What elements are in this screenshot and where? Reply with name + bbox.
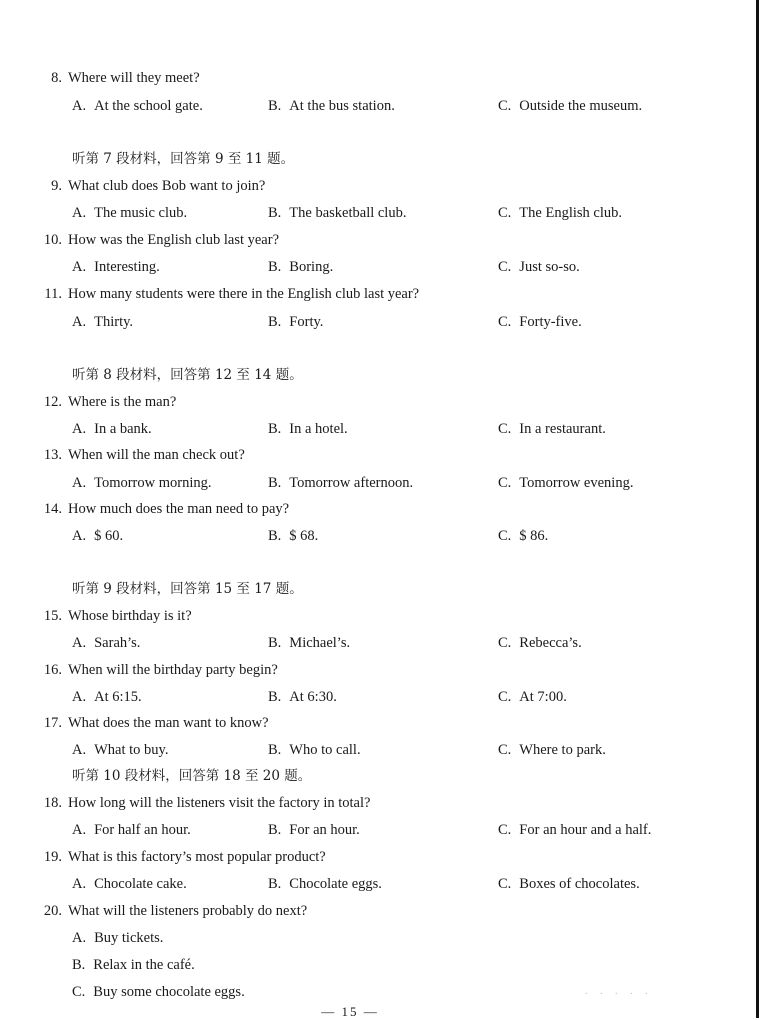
option-a[interactable]	[72, 313, 133, 331]
question-text: How was the English club last year?	[68, 232, 280, 248]
option-text: At the bus station.	[289, 98, 395, 114]
option-c[interactable]	[498, 313, 582, 331]
option-letter: B.	[268, 475, 282, 491]
option-text: For an hour and a half.	[519, 822, 652, 838]
option-c[interactable]	[498, 258, 580, 276]
option-a[interactable]	[72, 420, 152, 438]
option-letter: B.	[268, 421, 282, 437]
option-b[interactable]	[268, 97, 395, 115]
option-b[interactable]	[268, 821, 360, 839]
option-letter: A.	[72, 98, 87, 114]
option-text: Tomorrow evening.	[519, 475, 634, 491]
question-text: How long will the listeners visit the factory in total?	[68, 795, 371, 811]
question-number: 18.	[43, 795, 62, 811]
option-letter: A.	[72, 876, 87, 892]
option-letter: C.	[498, 876, 512, 892]
question-11	[0, 285, 419, 303]
option-letter: B.	[268, 98, 282, 114]
question-number: 16.	[43, 662, 62, 678]
option-text: Boring.	[289, 259, 334, 275]
option-text: In a restaurant.	[519, 421, 606, 437]
option-text: $ 60.	[94, 528, 124, 544]
question-19	[0, 848, 326, 866]
option-a[interactable]	[72, 97, 203, 115]
question-18	[0, 794, 370, 812]
option-b[interactable]	[268, 313, 323, 331]
option-letter: A.	[72, 475, 87, 491]
option-b[interactable]	[268, 258, 333, 276]
option-text: Relax in the café.	[93, 957, 195, 973]
option-letter: B.	[268, 205, 282, 221]
section-instruction-7: 听第 7 段材料，回答第 9 至 11 题。	[72, 151, 295, 167]
option-c[interactable]	[498, 97, 642, 115]
option-b[interactable]	[268, 634, 350, 652]
question-text: What will the listeners probably do next?	[68, 903, 308, 919]
option-a[interactable]	[72, 634, 140, 652]
option-c[interactable]	[498, 741, 606, 759]
option-a[interactable]	[72, 821, 191, 839]
option-letter: B.	[268, 822, 282, 838]
option-b[interactable]	[268, 420, 348, 438]
option-text: Tomorrow afternoon.	[289, 475, 414, 491]
option-b[interactable]	[268, 741, 361, 759]
question-text: Whose birthday is it?	[68, 608, 192, 624]
option-text: Outside the museum.	[519, 98, 643, 114]
option-a[interactable]	[72, 204, 187, 222]
option-letter: B.	[72, 957, 86, 973]
option-c[interactable]	[498, 204, 622, 222]
option-a[interactable]	[72, 474, 212, 492]
question-text: Where is the man?	[68, 394, 177, 410]
option-c[interactable]	[498, 527, 548, 545]
option-text: $ 68.	[289, 528, 319, 544]
option-text: Thirty.	[94, 314, 134, 330]
option-c[interactable]	[498, 474, 633, 492]
option-letter: C.	[72, 984, 86, 1000]
option-text: Rebecca’s.	[519, 635, 582, 651]
option-letter: B.	[268, 528, 282, 544]
option-text: In a bank.	[94, 421, 152, 437]
question-text: How much does the man need to pay?	[68, 501, 290, 517]
question-10	[0, 231, 279, 249]
option-b[interactable]	[268, 204, 406, 222]
option-text: Interesting.	[94, 259, 160, 275]
question-number: 14.	[43, 501, 62, 517]
option-c[interactable]	[498, 875, 640, 893]
option-letter: B.	[268, 259, 282, 275]
option-text: Boxes of chocolates.	[519, 876, 640, 892]
question-text: What club does Bob want to join?	[68, 178, 266, 194]
option-b[interactable]	[268, 474, 413, 492]
option-text: Buy tickets.	[94, 930, 164, 946]
option-text: Tomorrow morning.	[94, 475, 212, 491]
option-letter: C.	[498, 98, 512, 114]
option-text: The English club.	[519, 205, 622, 221]
option-letter: C.	[498, 742, 512, 758]
option-letter: C.	[498, 475, 512, 491]
question-20	[0, 902, 307, 920]
option-text: Who to call.	[289, 742, 361, 758]
option-letter: A.	[72, 742, 87, 758]
question-text: How many students were there in the English club last year?	[68, 286, 420, 302]
option-a[interactable]	[72, 929, 163, 947]
option-letter: A.	[72, 930, 87, 946]
question-text: When will the birthday party begin?	[68, 662, 278, 678]
option-letter: A.	[72, 314, 87, 330]
option-c[interactable]	[498, 420, 606, 438]
question-8	[0, 69, 200, 87]
option-c[interactable]	[72, 983, 245, 1001]
option-b[interactable]	[72, 956, 195, 974]
section-instruction-10: 听第 10 段材料，回答第 18 至 20 题。	[72, 768, 312, 784]
question-14	[0, 500, 289, 518]
option-letter: A.	[72, 689, 87, 705]
option-letter: C.	[498, 689, 512, 705]
option-letter: B.	[268, 742, 282, 758]
option-c[interactable]	[498, 634, 582, 652]
option-text: Michael’s.	[289, 635, 351, 651]
option-text: At the school gate.	[94, 98, 203, 114]
option-letter: C.	[498, 259, 512, 275]
option-text: At 6:30.	[289, 689, 337, 705]
option-text: For an hour.	[289, 822, 360, 838]
question-number: 10.	[43, 232, 62, 248]
question-number: 15.	[43, 608, 62, 624]
option-letter: C.	[498, 421, 512, 437]
question-text: When will the man check out?	[68, 447, 245, 463]
question-number: 11.	[44, 286, 62, 302]
option-a[interactable]	[72, 527, 123, 545]
option-text: Where to park.	[519, 742, 606, 758]
question-number: 20.	[43, 903, 62, 919]
option-letter: B.	[268, 635, 282, 651]
question-number: 17.	[43, 715, 62, 731]
option-letter: B.	[268, 314, 282, 330]
option-text: Chocolate cake.	[94, 876, 187, 892]
question-9	[0, 177, 265, 195]
question-text: What is this factory’s most popular product?	[68, 849, 326, 865]
option-a[interactable]	[72, 258, 160, 276]
option-text: Just so-so.	[519, 259, 580, 275]
option-text: Forty.	[289, 314, 324, 330]
option-letter: C.	[498, 314, 512, 330]
question-number: 13.	[43, 447, 62, 463]
question-15	[0, 607, 192, 625]
scan-edge-line	[756, 0, 759, 1018]
option-letter: A.	[72, 259, 87, 275]
option-text: The basketball club.	[289, 205, 407, 221]
option-b[interactable]	[268, 875, 382, 893]
option-letter: C.	[498, 822, 512, 838]
option-letter: A.	[72, 822, 87, 838]
option-text: At 6:15.	[94, 689, 142, 705]
option-text: Buy some chocolate eggs.	[93, 984, 245, 1000]
question-number: 19.	[43, 849, 62, 865]
option-text: In a hotel.	[289, 421, 348, 437]
question-13	[0, 446, 245, 464]
question-number: 12.	[43, 394, 62, 410]
option-text: Chocolate eggs.	[289, 876, 382, 892]
option-a[interactable]	[72, 741, 168, 759]
question-12	[0, 393, 176, 411]
option-text: At 7:00.	[519, 689, 567, 705]
option-letter: B.	[268, 876, 282, 892]
section-instruction-9: 听第 9 段材料，回答第 15 至 17 题。	[72, 581, 303, 597]
option-text: Sarah’s.	[94, 635, 141, 651]
option-letter: C.	[498, 528, 512, 544]
faint-marks: . . . . .	[585, 986, 653, 997]
option-text: Forty-five.	[519, 314, 582, 330]
option-text: For half an hour.	[94, 822, 191, 838]
option-a[interactable]	[72, 875, 187, 893]
question-16	[0, 661, 278, 679]
option-text: The music club.	[94, 205, 188, 221]
option-a[interactable]	[72, 688, 142, 706]
question-number: 8.	[51, 70, 62, 86]
question-number: 9.	[51, 178, 62, 194]
question-text: What does the man want to know?	[68, 715, 269, 731]
option-letter: C.	[498, 635, 512, 651]
option-letter: A.	[72, 205, 87, 221]
option-text: What to buy.	[94, 742, 169, 758]
option-c[interactable]	[498, 821, 651, 839]
option-b[interactable]	[268, 527, 318, 545]
option-letter: B.	[268, 689, 282, 705]
question-text: Where will they meet?	[68, 70, 200, 86]
option-letter: A.	[72, 635, 87, 651]
option-letter: A.	[72, 421, 87, 437]
option-text: $ 86.	[519, 528, 549, 544]
question-17	[0, 714, 269, 732]
page-number: — 15 —	[321, 1004, 379, 1019]
option-letter: A.	[72, 528, 87, 544]
section-instruction-8: 听第 8 段材料，回答第 12 至 14 题。	[72, 367, 303, 383]
option-letter: C.	[498, 205, 512, 221]
option-b[interactable]	[268, 688, 337, 706]
option-c[interactable]	[498, 688, 567, 706]
